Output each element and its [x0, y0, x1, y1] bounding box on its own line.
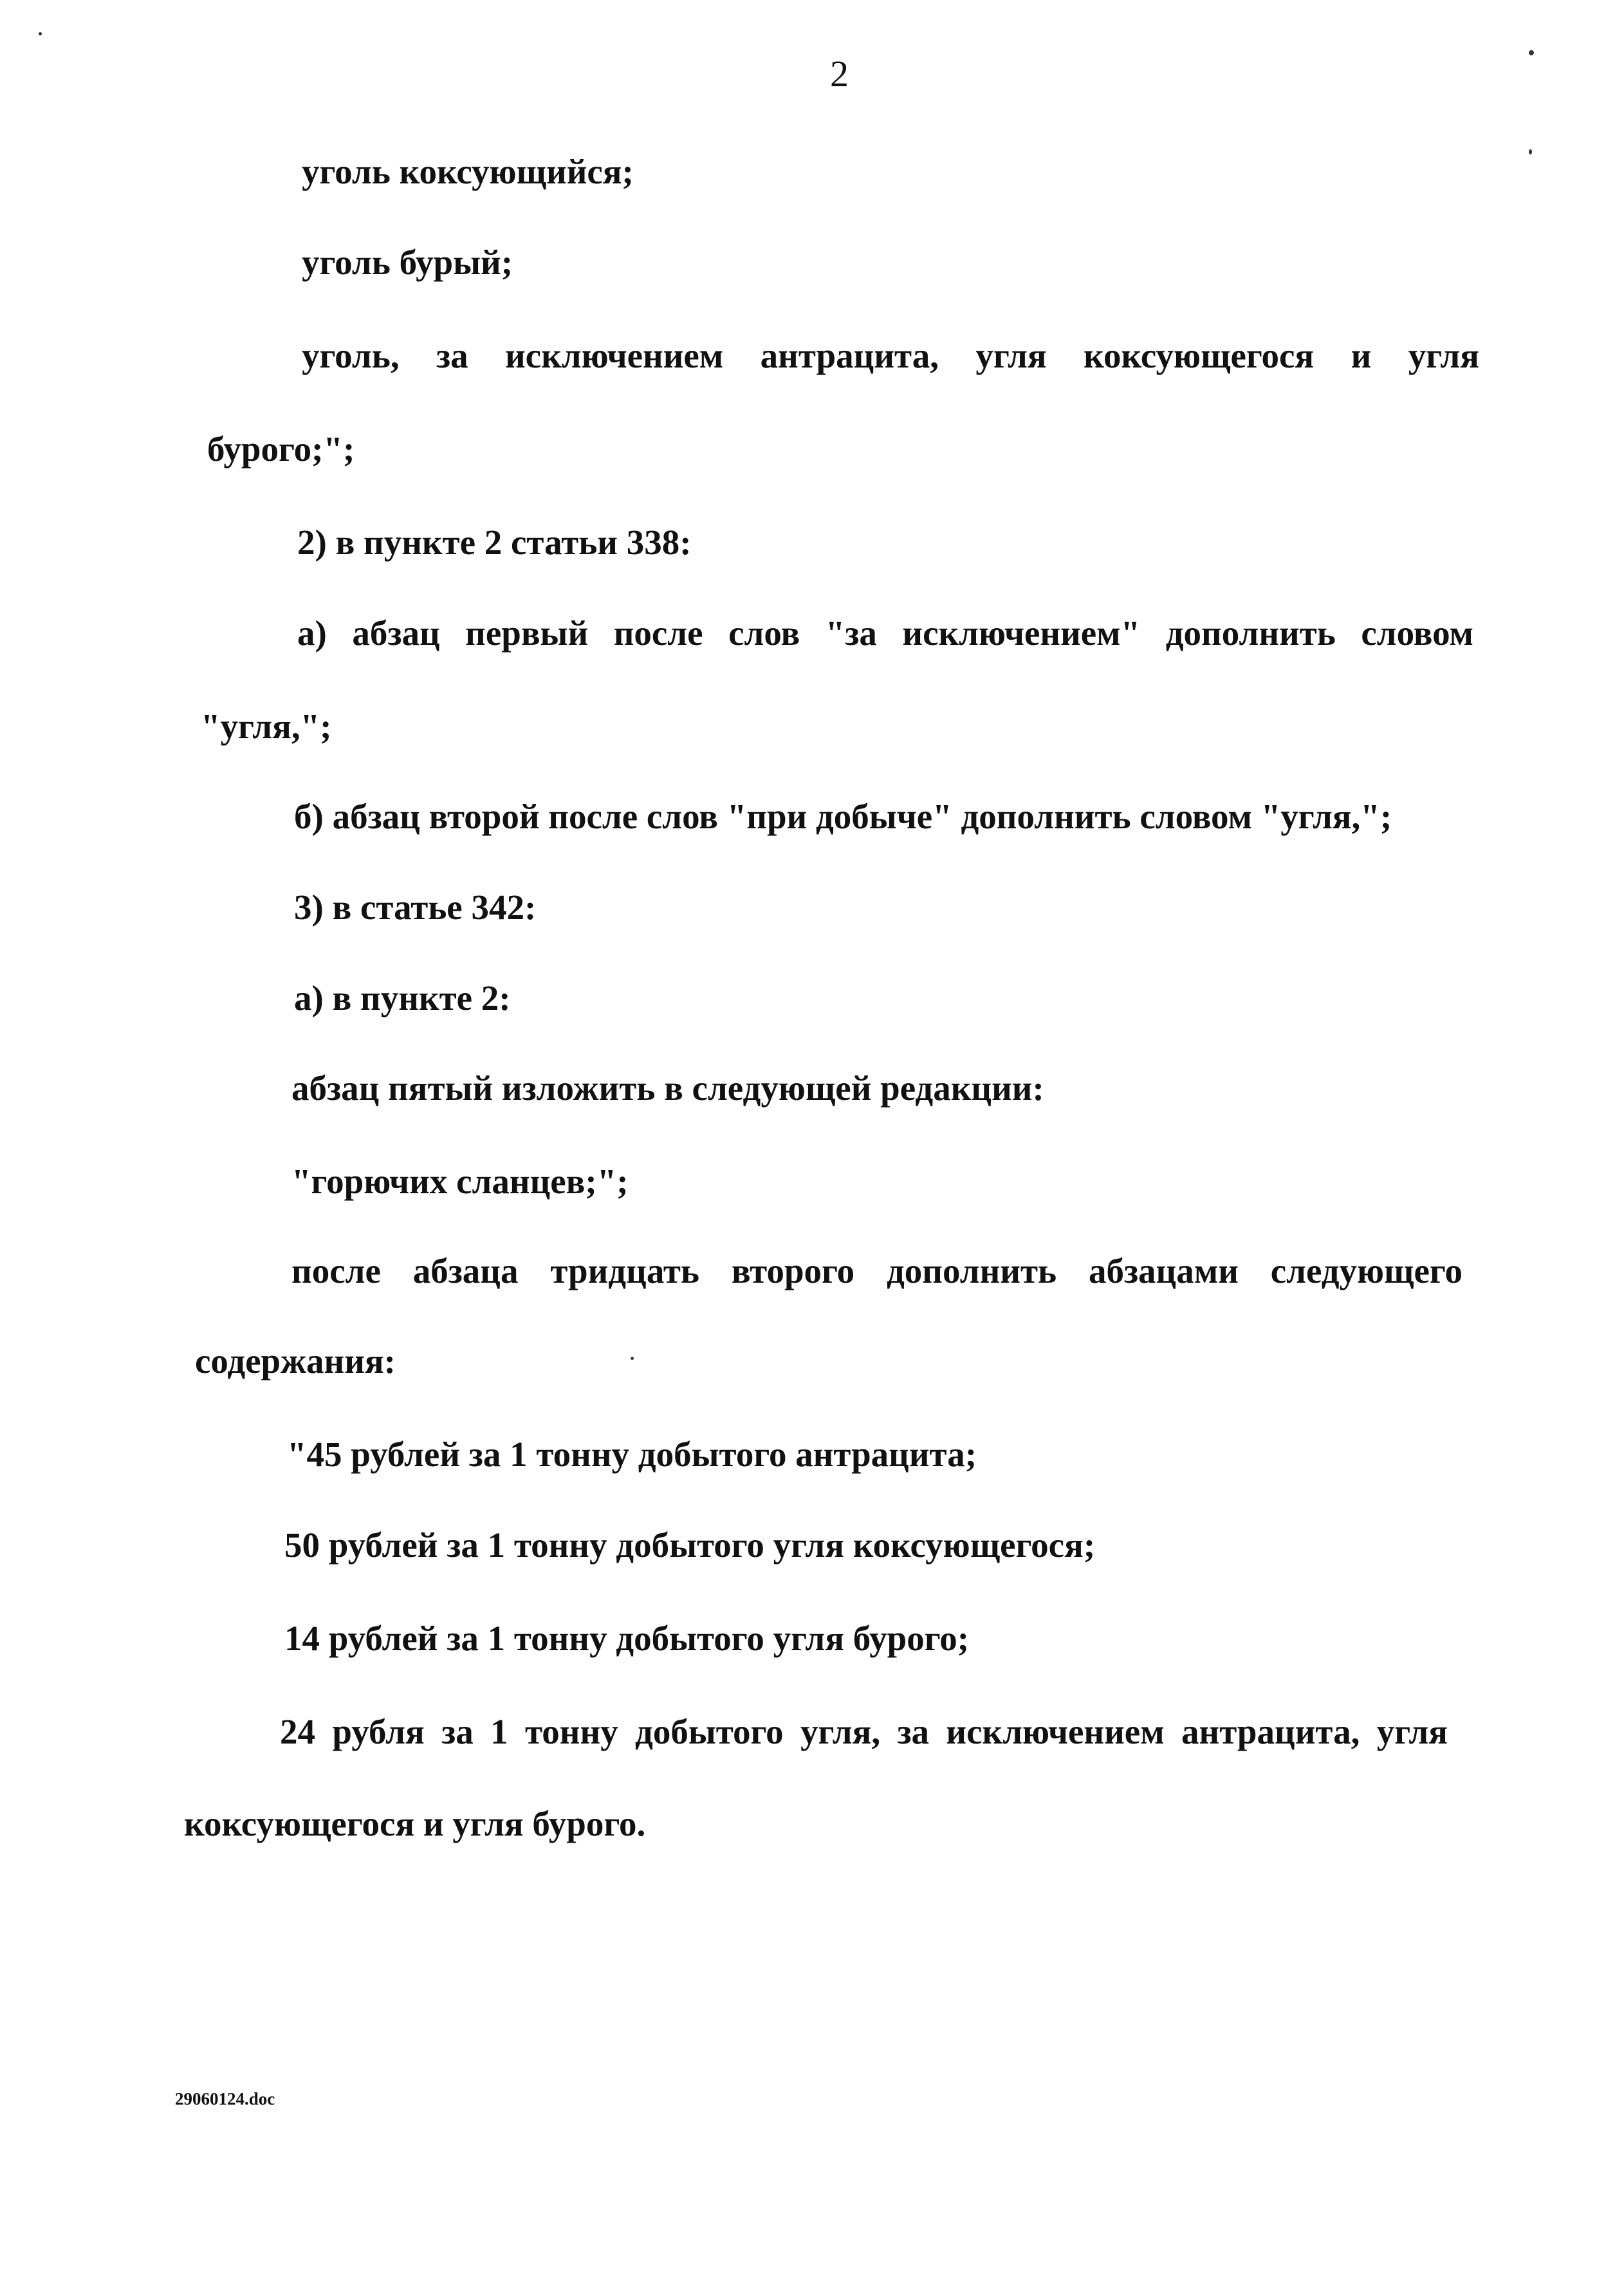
text-line: уголь бурый;: [302, 243, 513, 282]
text-line: абзац пятый изложить в следующей редакции:: [291, 1068, 1044, 1108]
footer-filename: 29060124.doc: [175, 2089, 275, 2108]
text-line: а) абзац первый после слов "за исключением" дополнить словом: [297, 613, 1473, 653]
text-line: после абзаца тридцать второго дополнить абзацами следующего: [291, 1251, 1463, 1290]
text-line: содержания:: [195, 1341, 396, 1381]
text-line: уголь, за исключением антрацита, угля коксующегося и угля: [302, 336, 1479, 375]
text-line: а) в пункте 2:: [294, 978, 511, 1018]
text-line: б) абзац второй после слов "при добыче" дополнить словом "угля,";: [294, 797, 1392, 836]
text-line: "45 рублей за 1 тонну добытого антрацита;: [287, 1435, 977, 1474]
text-line: 14 рублей за 1 тонну добытого угля бурого;: [284, 1619, 970, 1658]
text-line: 2) в пункте 2 статьи 338:: [297, 523, 692, 562]
scan-speck: [39, 32, 42, 35]
text-line: "угля,";: [201, 707, 332, 746]
page-number: 2: [830, 53, 849, 95]
text-line: 24 рубля за 1 тонну добытого угля, за исключением антрацита, угля: [280, 1712, 1448, 1751]
scan-speck: [1529, 149, 1532, 154]
scan-speck: [631, 1357, 634, 1360]
text-line: "горючих сланцев;";: [291, 1162, 629, 1201]
text-line: 3) в статье 342:: [294, 888, 537, 927]
text-line: бурого;";: [207, 429, 355, 469]
text-line: коксующегося и угля бурого.: [184, 1804, 646, 1843]
text-line: 50 рублей за 1 тонну добытого угля коксующегося;: [284, 1525, 1096, 1565]
text-line: уголь коксующийся;: [302, 152, 634, 191]
scan-speck: [1529, 50, 1534, 55]
